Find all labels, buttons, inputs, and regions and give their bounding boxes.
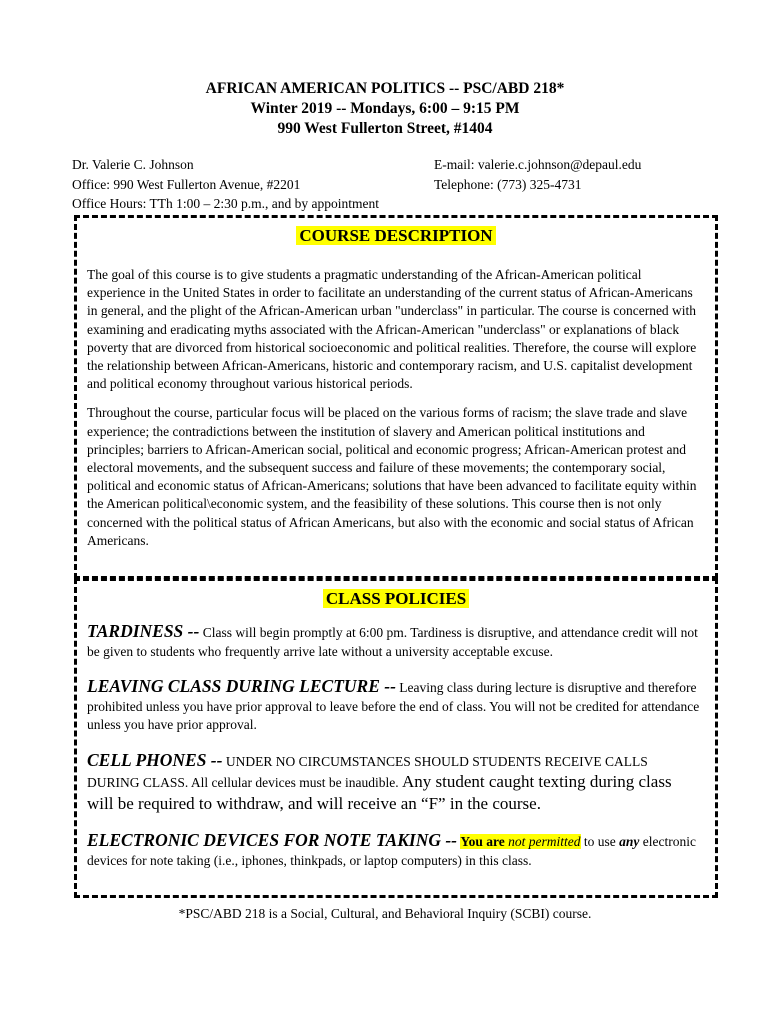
instructor-office-hours: Office Hours: TTh 1:00 – 2:30 p.m., and by appointment	[72, 196, 379, 211]
policy-electronic-devices	[87, 831, 701, 870]
instructor-contact	[434, 155, 641, 194]
course-location: 990 West Fullerton Street, #1404	[277, 120, 493, 137]
course-description-title: COURSE DESCRIPTION	[296, 226, 495, 245]
policy-leaving-class	[87, 677, 701, 735]
course-title: AFRICAN AMERICAN POLITICS -- PSC/ABD 218*	[205, 80, 565, 97]
policy-cell-phones	[87, 751, 701, 816]
policy-tardiness	[87, 622, 701, 661]
policy-cell-phones-warning: Any student caught texting during class will be required to withdraw, and will receive an “F” in the course.	[87, 772, 672, 813]
policy-cell-phones-title: CELL PHONES --	[87, 749, 223, 770]
footnote: *PSC/ABD 218 is a Social, Cultural, and Behavioral Inquiry (SCBI) course.	[178, 906, 592, 921]
course-header	[0, 79, 770, 139]
policy-electronic-to-use: to use	[583, 834, 616, 849]
instructor-telephone: Telephone: (773) 325-4731	[434, 176, 582, 192]
policy-electronic-any: any	[619, 834, 640, 849]
policy-electronic-title: ELECTRONIC DEVICES FOR NOTE TAKING --	[87, 830, 458, 850]
policy-tardiness-title: TARDINESS --	[87, 621, 200, 641]
policy-electronic-text: electronic devices for note taking (i.e., iphones, thinkpads, or laptop computers) in this class.	[87, 834, 696, 868]
policy-tardiness-text: Class will begin promptly at 6:00 pm. Tardiness is disruptive, and attendance credit will not be given to students who frequently arrive late without a university acceptable excuse.	[87, 625, 698, 659]
policy-cell-phones-text: UNDER NO CIRCUMSTANCES SHOULD STUDENTS RECEIVE CALLS DURING CLASS. All cellular devices must be inaudible.	[87, 753, 648, 790]
instructor-email: E-mail: valerie.c.johnson@depaul.edu	[434, 157, 642, 172]
course-description-box	[74, 215, 718, 579]
policy-leaving-text: Leaving class during lecture is disruptive and therefore prohibited unless you have prior approval to leave before the end of class. You will not be credited for attendance unless you have prior approval.	[87, 680, 700, 732]
instructor-name: Dr. Valerie C. Johnson	[72, 157, 194, 172]
class-policies-title: CLASS POLICIES	[323, 589, 469, 608]
class-policies-box	[74, 578, 718, 898]
policy-leaving-title: LEAVING CLASS DURING LECTURE --	[87, 676, 396, 696]
instructor-office: Office: 990 West Fullerton Avenue, #2201	[72, 176, 301, 192]
course-description-paragraph-1: The goal of this course is to give students a pragmatic understanding of the African-American political experience in the United States in order to facilitate an understanding of the current status of African-Americans in general, and the plight of the African-American urban "underclass" in particular. The course is concerned with examining and eradicating myths associated with the African-American "underclass" or explanations of black poverty that are divorced from historical socioeconomic and political realities. Therefore, the course will explore the relationship between African-Americans, historic and contemporary racism, and U.S. capitalist development and political economy throughout various historical periods.	[87, 267, 697, 392]
course-description-paragraph-2: Throughout the course, particular focus will be placed on the various forms of racism; the slave trade and slave experience; the contradictions between the institution of slavery and American political institutions and principles; barriers to African-American social, political and economic progress; African-American protest and electoral movements, and the subsequent success and failure of these movements; the contemporary social, political and economic status of African-Americans; solutions that have been advanced to facilitate equity within the American political\economic system, and the feasibility of these solutions. This course then is not only concerned with the political status of African Americans, but also with the economic and social status of African Americans.	[87, 405, 697, 548]
instructor-info	[72, 155, 379, 214]
course-schedule: Winter 2019 -- Mondays, 6:00 – 9:15 PM	[250, 100, 520, 117]
policy-electronic-not-permitted: not permitted	[508, 834, 581, 849]
policy-electronic-you-are: You are	[460, 834, 505, 849]
